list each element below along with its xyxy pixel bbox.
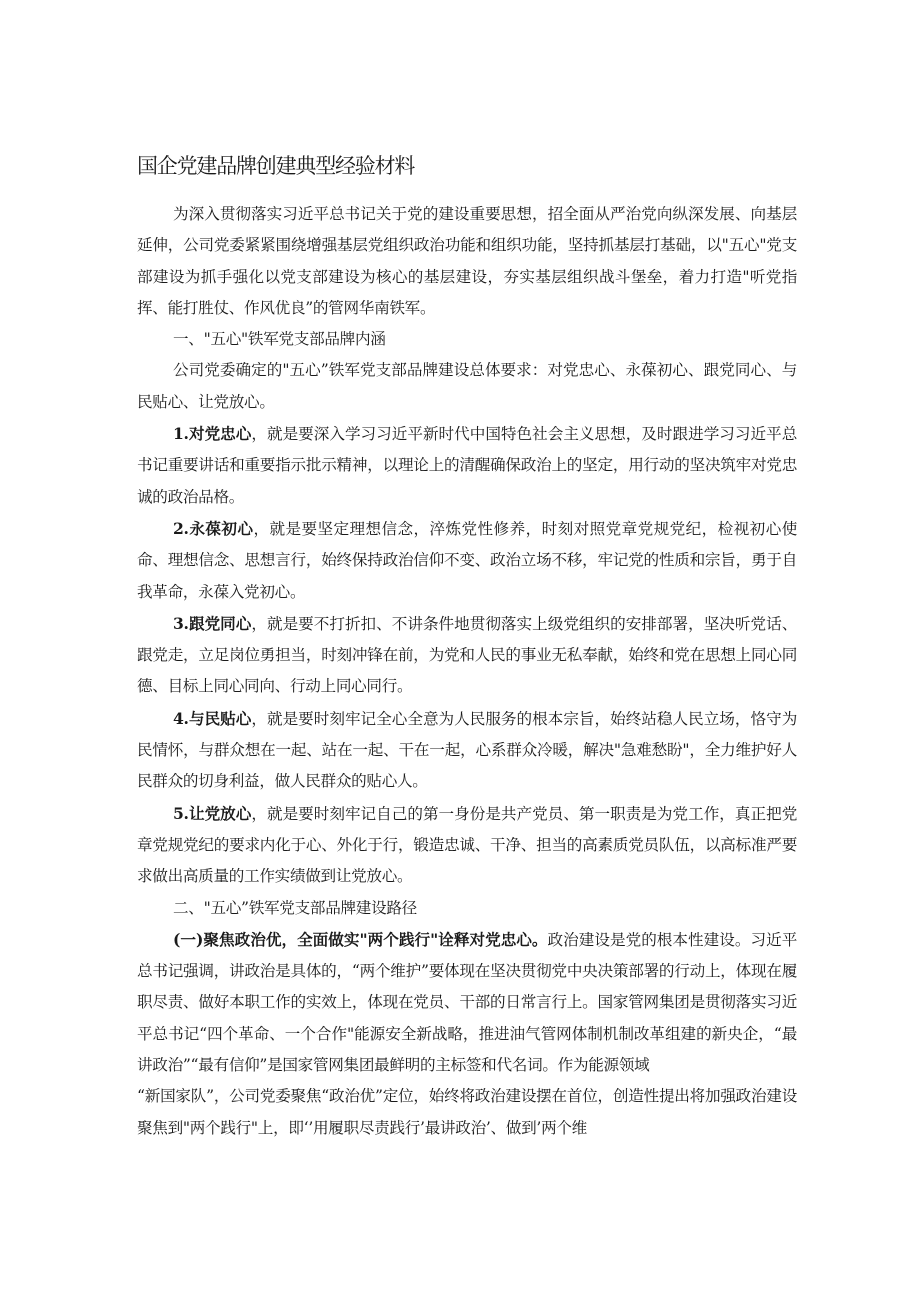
- item-lead-1: 1.对党忠心: [173, 424, 252, 444]
- item-lead-5: 5.让党放心: [173, 803, 252, 823]
- item-paragraph-2: 2.永葆初心，就是要坚定理想信念，淬炼党性修养，时刻对照党章党规党纪，检视初心使命、理想信念、思想言行，始终保持政治信仰不变、政治立场不移，牢记党的性质和宗旨，勇于自我革命，永葆入党初心。: [137, 518, 797, 601]
- item-lead-2: 2.永葆初心: [173, 518, 254, 538]
- item-paragraph-1: 1.对党忠心，就是要深入学习习近平新时代中国特色社会主义思想，及时跟进学习习近平总书记重要讲话和重要指示批示精神，以理论上的清醒确保政治上的坚定，用行动的坚决筑牢对党忠诚的政治品格。: [137, 424, 797, 506]
- item-paragraph-3: 3.跟党同心，就是要不打折扣、不讲条件地贯彻落实上级党组织的安排部署，坚决听党话、跟党走，立足岗位勇担当，时刻冲锋在前，为党和人民的事业无私奉献，始终和党在思想上同心同德、目标上同心同向、行动上同心同行。: [137, 613, 797, 696]
- section-1-paragraph: 公司党委确定的"五心”铁军党支部品牌建设总体要求：对党忠心、永葆初心、跟党同心、与民贴心、让党放心。: [137, 361, 797, 411]
- continuation-paragraph: “新国家队”，公司党委聚焦“政治优”定位，始终将政治建设摆在首位，创造性提出将加强政治建设聚焦到"两个践行"上，即‘’用履职尽责践行’最讲政治’、做到’两个维: [137, 1087, 797, 1137]
- item-paragraph-5: 5.让党放心，就是要时刻牢记自己的第一身份是共产党员、第一职责是为党工作，真正把党章党规党纪的要求内化于心、外化于行，锻造忠诚、干净、担当的高素质党员队伍，以高标准严要求做出高质量的工作实绩做到让党放心。: [137, 803, 797, 886]
- section-heading-2: 二、"五心”铁军党支部品牌建设路径: [173, 898, 417, 917]
- document-body: [137, 199, 797, 1144]
- subsection-paragraph-1: (一)聚焦政治优，全面做实"两个践行"诠释对党忠心。政治建设是党的根本性建设。习近平总书记强调，讲政治是具体的，“两个维护”要体现在坚决贯彻党中央决策部署的行动上，体现在履职尽责、做好本职工作的实效上，体现在党员、干部的日常言行上。国家管网集团是贯彻落实习近平总书记“四个革命、一个合作"能源安全新战略，推进油气管网体制机制改革组建的新央企，“最讲政治”“最有信仰”是国家管网集团最鲜明的主标签和代名词。作为能源领域: [137, 929, 797, 1075]
- item-paragraph-4: 4.与民贴心，就是要时刻牢记全心全意为人民服务的根本宗旨，始终站稳人民立场，恪守为民情怀，与群众想在一起、站在一起、干在一起，心系群众冷暖，解决"急难愁盼"，全力维护好人民群众的切身利益，做人民群众的贴心人。: [137, 708, 797, 791]
- section-heading-1: 一、"五心"铁军党支部品牌内涵: [173, 330, 386, 349]
- item-lead-4: 4.与民贴心: [173, 708, 252, 728]
- document-title: 国企党建品牌创建典型经验材料: [137, 154, 415, 178]
- subsection-lead-1: (一)聚焦政治优，全面做实"两个践行"诠释对党忠心。: [173, 929, 548, 949]
- item-lead-3: 3.跟党同心: [173, 613, 252, 633]
- intro-paragraph: 为深入贯彻落实习近平总书记关于党的建设重要思想，招全面从严治党向纵深发展、向基层延伸，公司党委紧紧围绕增强基层党组织政治功能和组织功能，坚持抓基层打基础，以"五心"党支部建设为抓手强化以党支部建设为核心的基层建设，夯实基层组织战斗堡垒，着力打造"听党指挥、能打胜仗、作风优良”的管网华南铁军。: [137, 205, 797, 317]
